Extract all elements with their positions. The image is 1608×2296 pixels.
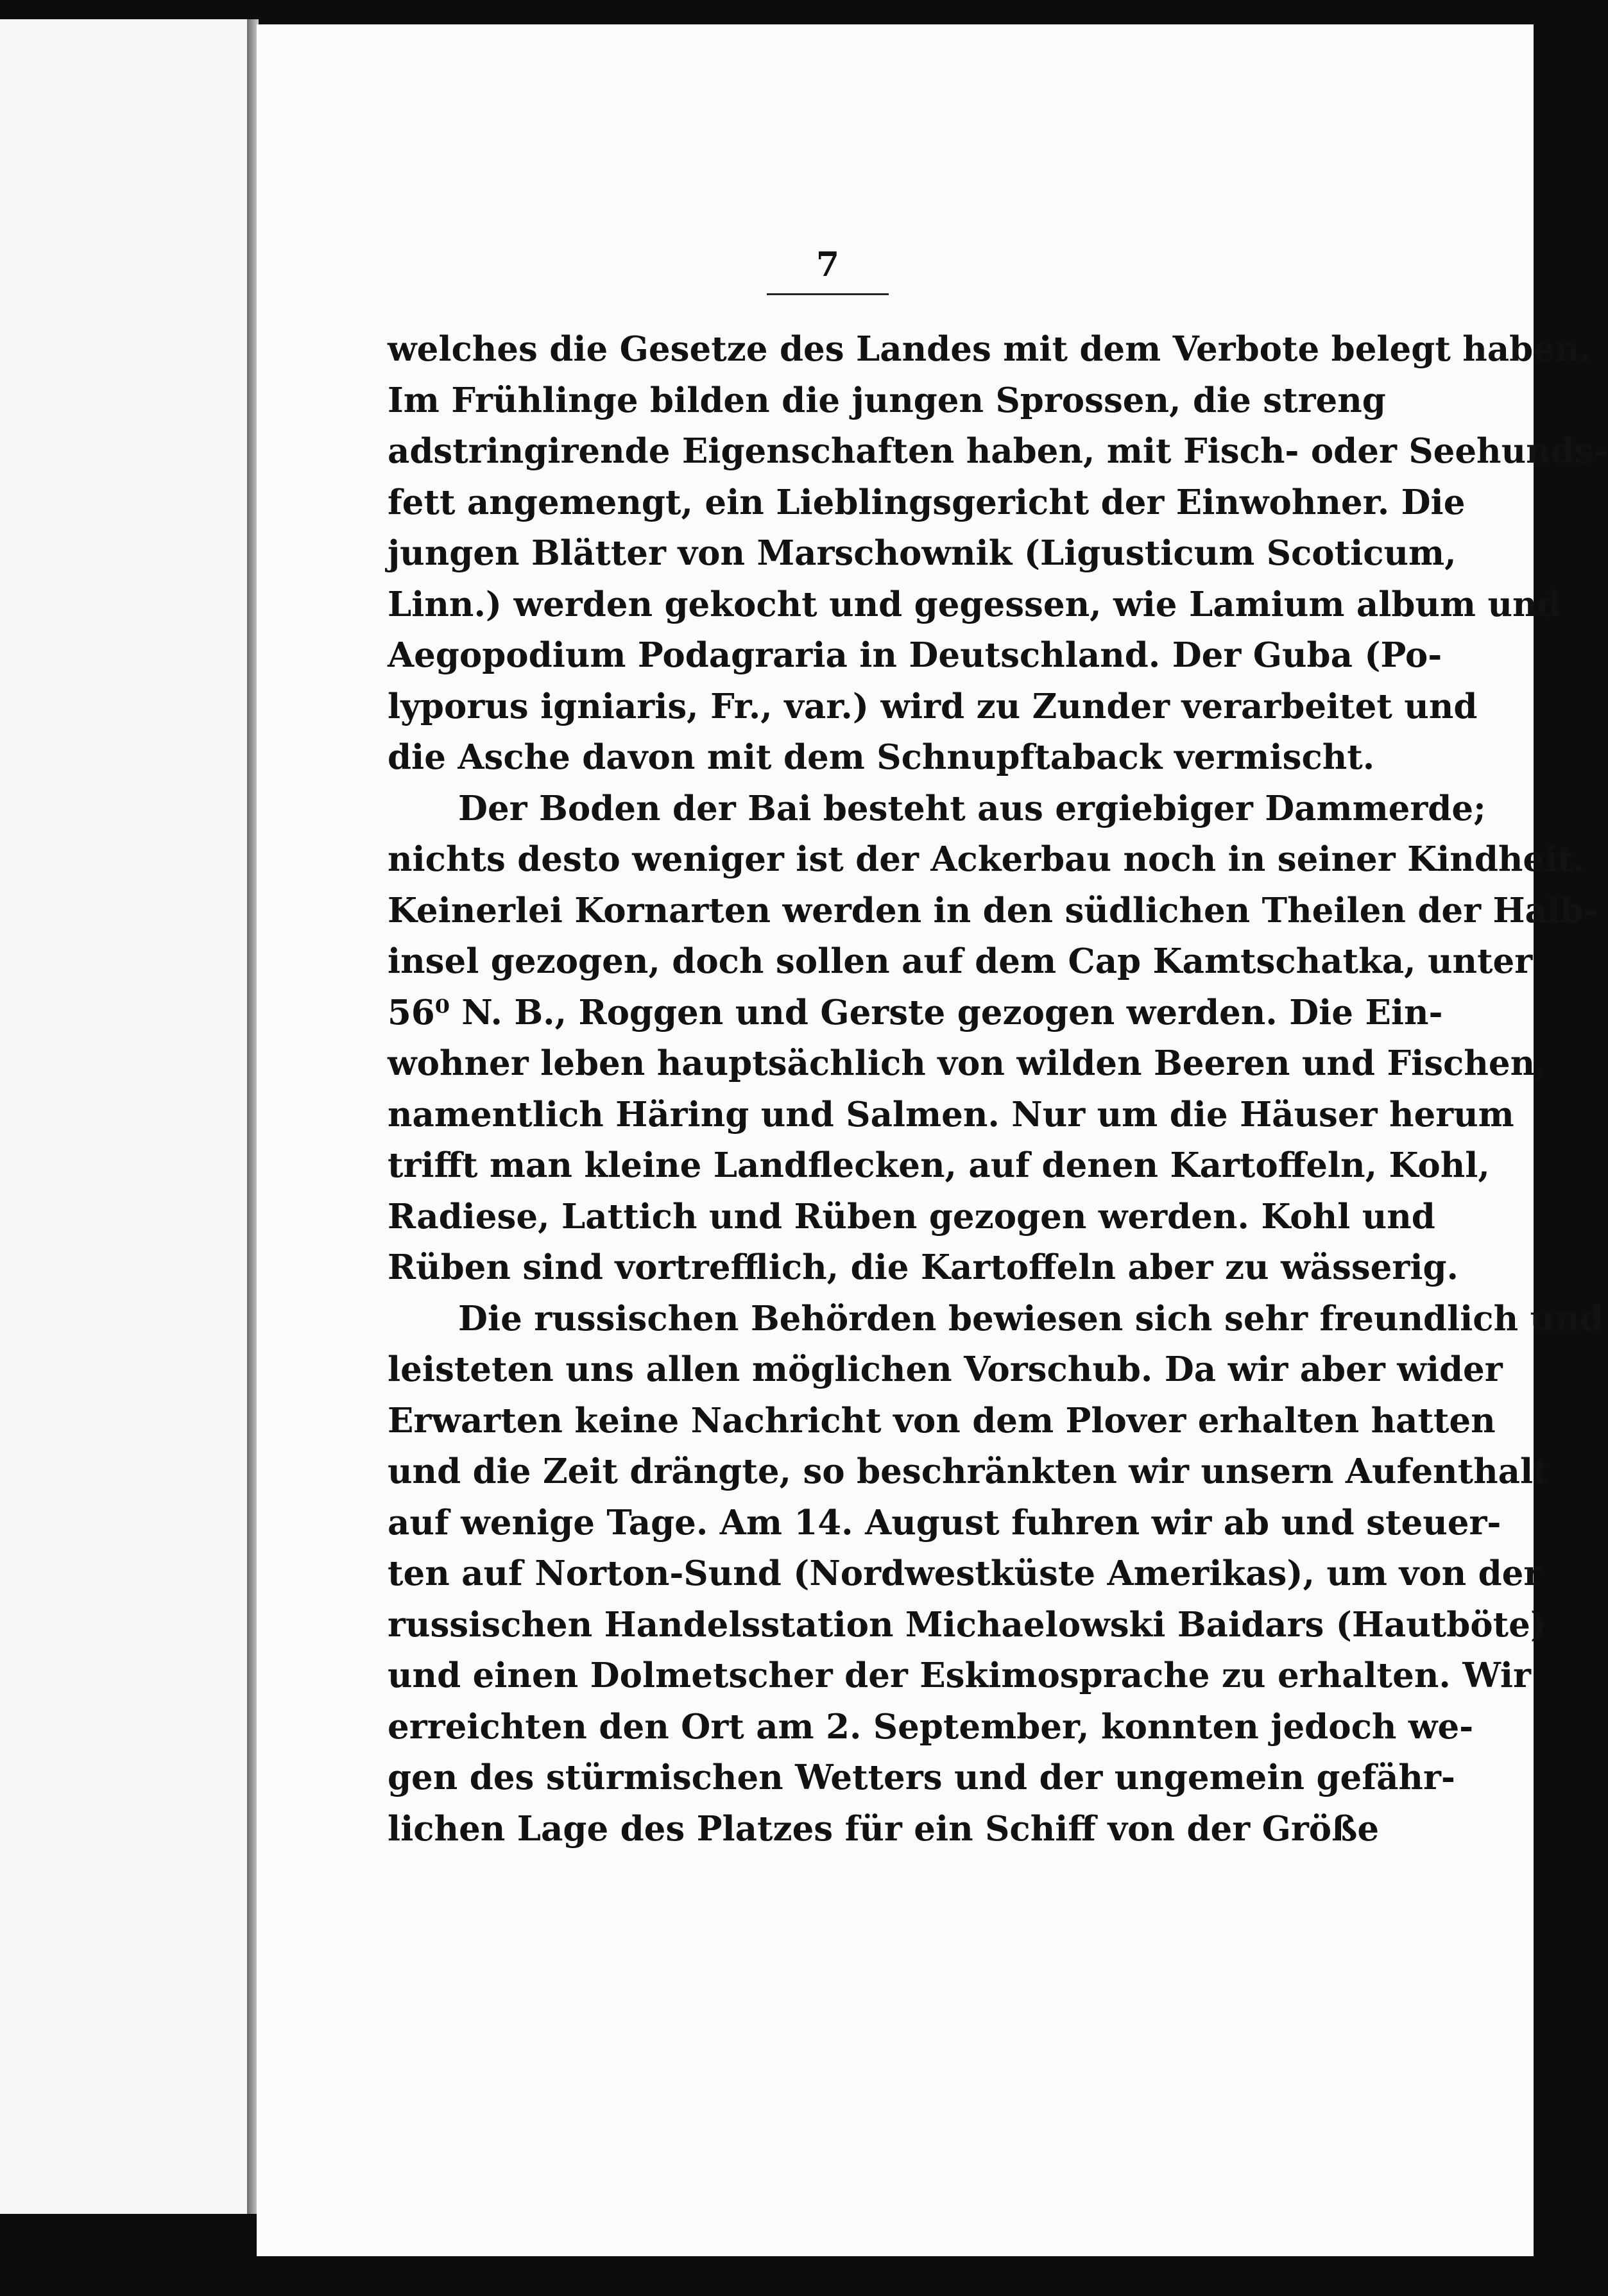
text-line: trifft man kleine Landflecken, auf denen Kartoffeln, Kohl, bbox=[388, 1145, 1490, 1185]
text-line: lichen Lage des Platzes für ein Schiff von der Größe bbox=[388, 1808, 1380, 1849]
text-line: die Asche davon mit dem Schnupftaback vermischt. bbox=[388, 737, 1375, 777]
text-line: Keinerlei Kornarten werden in den südlichen Theilen der Halb- bbox=[388, 890, 1598, 930]
text-line: Aegopodium Podagraria in Deutschland. Der Guba (Po- bbox=[388, 635, 1442, 675]
text-line: jungen Blätter von Marschownik (Ligusticum Scoticum, bbox=[388, 533, 1457, 573]
paragraph bbox=[388, 1294, 1604, 1855]
body-text bbox=[388, 324, 1608, 1855]
paragraph bbox=[388, 784, 1598, 1294]
text-line: und die Zeit drängte, so beschränkten wir unsern Aufenthalt bbox=[388, 1452, 1549, 1491]
text-line: russischen Handelsstation Michaelowski Baidars (Hautböte) bbox=[388, 1604, 1546, 1645]
text-line: und einen Dolmetscher der Eskimosprache zu erhalten. Wir bbox=[388, 1656, 1531, 1695]
text-line: Linn.) werden gekocht und gegessen, wie Lamium album und bbox=[388, 584, 1561, 624]
text-line: leisteten uns allen möglichen Vorschub. Da wir aber wider bbox=[388, 1349, 1503, 1389]
text-line: gen des stürmischen Wetters und der ungemein gefähr- bbox=[388, 1758, 1455, 1797]
text-line: fett angemengt, ein Lieblingsgericht der Einwohner. Die bbox=[388, 482, 1466, 522]
text-line: wohner leben hauptsächlich von wilden Beeren und Fischen, bbox=[388, 1043, 1547, 1083]
text-line: adstringirende Eigenschaften haben, mit Fisch- oder Seehunds- bbox=[388, 431, 1608, 471]
text-line: ten auf Norton-Sund (Nordwestküste Amerikas), um von der bbox=[388, 1554, 1542, 1593]
text-line: Im Frühlinge bilden die jungen Sprossen, die streng bbox=[388, 380, 1386, 420]
text-line: Der Boden der Bai besteht aus ergiebiger Dammerde; bbox=[458, 788, 1486, 828]
text-line: Rüben sind vortrefflich, die Kartoffeln aber zu wässerig. bbox=[388, 1247, 1458, 1287]
text-line: Radiese, Lattich und Rüben gezogen werden. Kohl und bbox=[388, 1196, 1435, 1237]
left-page-edge bbox=[0, 19, 247, 2214]
text-line: welches die Gesetze des Landes mit dem Verbote belegt haben. bbox=[388, 329, 1591, 369]
text-line: 56⁰ N. B., Roggen und Gerste gezogen werden. Die Ein- bbox=[388, 992, 1443, 1032]
text-line: insel gezogen, doch sollen auf dem Cap Kamtschatka, unter bbox=[388, 941, 1533, 981]
text-line: lyporus igniaris, Fr., var.) wird zu Zunder verarbeitet und bbox=[388, 686, 1478, 726]
text-line: erreichten den Ort am 2. September, konnten jedoch we- bbox=[388, 1706, 1474, 1747]
text-line: nichts desto weniger ist der Ackerbau noch in seiner Kindheit. bbox=[388, 839, 1586, 879]
text-line: Die russischen Behörden bewiesen sich sehr freundlich und bbox=[458, 1298, 1604, 1339]
text-line: Erwarten keine Nachricht von dem Plover erhalten hatten bbox=[388, 1400, 1496, 1441]
text-line: namentlich Häring und Salmen. Nur um die Häuser herum bbox=[388, 1094, 1514, 1135]
page-number: 7 bbox=[767, 245, 889, 295]
paragraph bbox=[388, 324, 1608, 784]
text-line: auf wenige Tage. Am 14. August fuhren wir ab und steuer- bbox=[388, 1502, 1501, 1543]
